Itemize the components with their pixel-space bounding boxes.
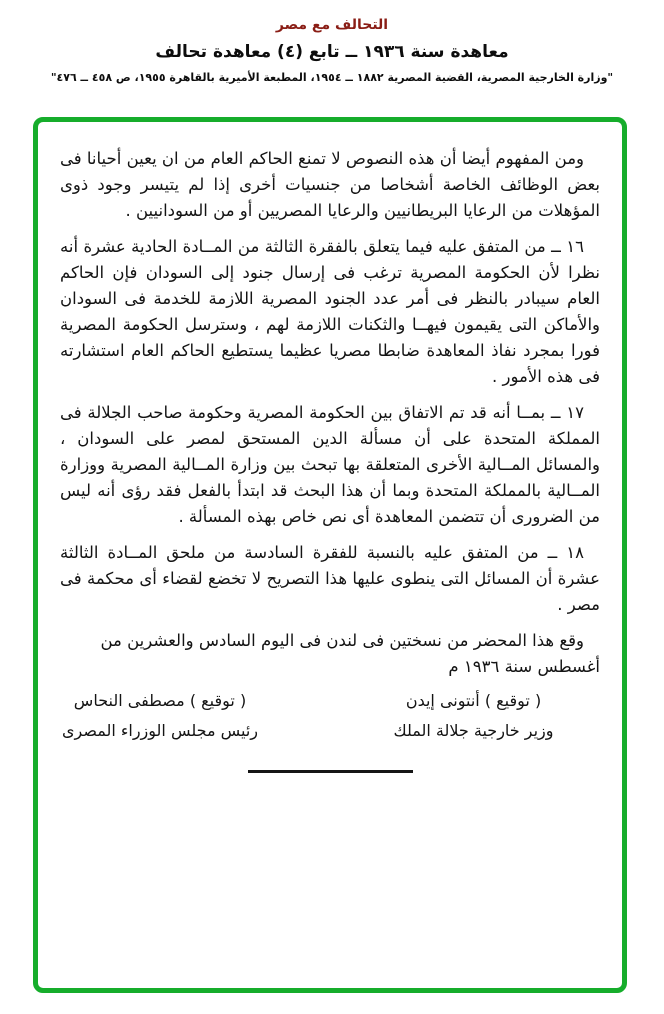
signature-eden xyxy=(347,686,600,746)
source-citation: "وزارة الخارجية المصرية، القضية المصرية ١٨٨٢ ــ ١٩٥٤، المطبعة الأميرية بالقاهرة ١٩٥٥، ص ٤٥٨ ــ ٤٧٦" xyxy=(50,71,614,84)
signature-eden-line: ( توقيع ) أنتونى إيدن xyxy=(405,691,542,710)
content-frame xyxy=(33,117,627,993)
page-title: التحالف مع مصر xyxy=(275,17,389,33)
page-subtitle: معاهدة سنة ١٩٣٦ ــ تابع (٤) معاهدة تحالف xyxy=(155,42,509,62)
paragraph-closing: وقع هذا المحضر من نسختين فى لندن فى اليوم السادس والعشرين من أغسطس سنة ١٩٣٦ م xyxy=(100,631,600,676)
paragraph-clause-18: ١٨ ــ من المتفق عليه بالنسبة للفقرة السادسة من ملحق المــادة الثالثة عشرة أن المسائل التى ينطوى عليها هذا التصريح لا تخضع لقضاء أى محكمة فى مصر . xyxy=(60,543,600,614)
signature-block xyxy=(60,686,600,746)
paragraph-clause-17: ١٧ ــ بمــا أنه قد تم الاتفاق بين الحكومة المصرية وحكومة صاحب الجلالة فى المملكة المتحدة على أن مسألة الدين المستحق لمصر على السودان ، والمسائل المــالية الأخرى المتعلقة بها تبحث بين وزارة المــالية المصرية ووزارة المــالية بالمملكة المتحدة وبما أن هذا البحث قد ابتدأ بالفعل فقد رؤى أنه ليس من الضرورى أن تتضمن المعاهدة أى نص خاص بهذه المسألة . xyxy=(60,403,600,526)
signature-nahhas xyxy=(60,686,260,746)
signature-nahhas-line: ( توقيع ) مصطفى النحاس xyxy=(73,691,247,710)
end-divider xyxy=(248,770,413,773)
signature-eden-role: وزير خارجية جلالة الملك xyxy=(393,721,554,740)
paragraph-intro: ومن المفهوم أيضا أن هذه النصوص لا تمنع الحاكم العام من ان يعين أحيانا فى بعض الوظائف الخاصة أشخاصا من جنسيات أخرى إذا لم يتيسر وجود ذوى المؤهلات من الرعايا البريطانيين والرعايا المصريين أو من السودانيين . xyxy=(60,149,600,220)
document-header xyxy=(0,0,664,85)
signature-nahhas-role: رئيس مجلس الوزراء المصرى xyxy=(61,721,259,740)
paragraph-clause-16: ١٦ ــ من المتفق عليه فيما يتعلق بالفقرة الثالثة من المــادة الحادية عشرة أنه نظرا لأن الحكومة المصرية ترغب فى إرسال جنود إلى السودان فإن الحاكم العام سيبادر بالنظر فى أمر عدد الجنود المصرية اللازمة للخدمة فى السودان والأماكن التى يقيمون فيهــا والثكنات اللازمة لهم ، وسترسل الحكومة المصرية فورا بمجرد نفاذ المعاهدة ضابطا مصريا عظيما يستطيع الحاكم العام استشارته فى هذه الأمور . xyxy=(60,237,600,386)
